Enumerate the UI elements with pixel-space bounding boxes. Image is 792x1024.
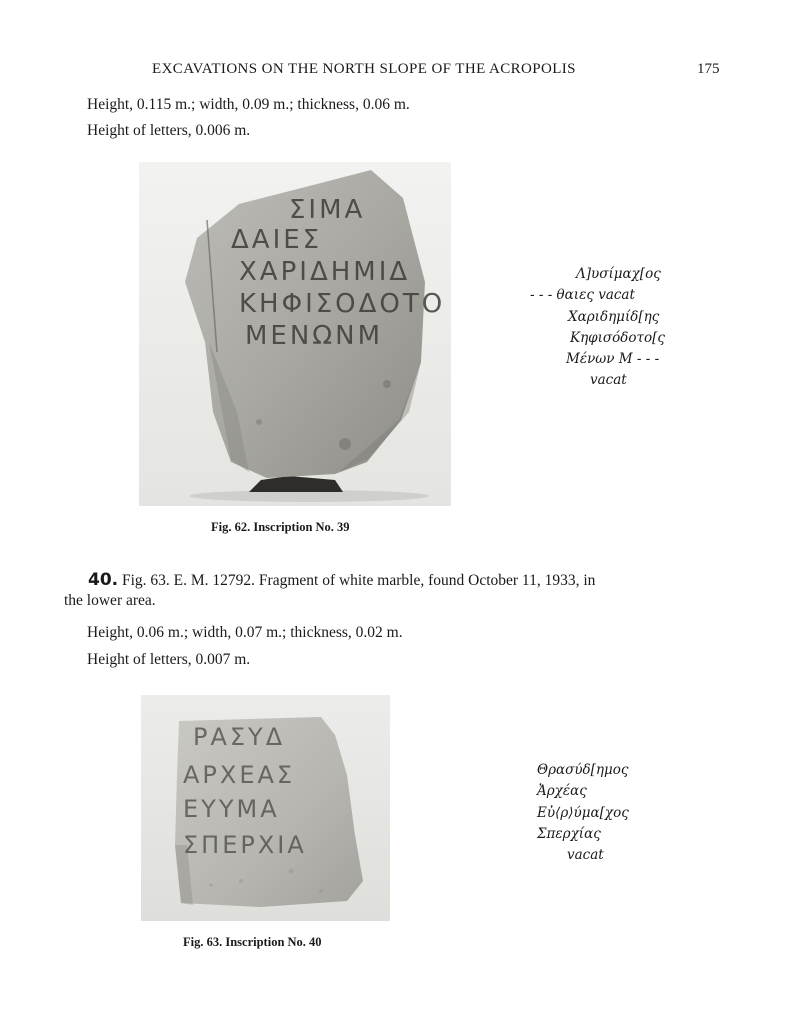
transcription-line-3: Χαριδημίδ[ης [568, 308, 660, 325]
inscription-40-dimensions: Height, 0.06 m.; width, 0.07 m.; thickness, 0.02 m. [87, 624, 403, 641]
inscription-39-transcription [530, 264, 680, 392]
page-number: 175 [697, 61, 720, 77]
inscription-40-transcription [537, 760, 667, 866]
photo-letters-line-2: ΔΑΙΕΣ [231, 225, 323, 255]
transcription40-line-2: Ἀρχέας [537, 783, 587, 800]
transcription-line-1: Λ]υσίμαχ[ος [576, 266, 661, 282]
inscription-40-description-line-2: the lower area. [64, 592, 156, 609]
transcription-line-6: vacat [590, 372, 627, 389]
figure-63-photo [141, 695, 390, 921]
transcription40-line-1: Θρασύδ[ημος [537, 762, 629, 778]
inscription-40-number: 40. [88, 570, 119, 590]
inscription-39-letter-height: Height of letters, 0.006 m. [87, 122, 251, 139]
photo-letters-line-3: ΧΑΡΙΔΗΜΙΔ [239, 257, 411, 287]
photo-letters-line-5: ΜΕΝΩΝΜ [245, 321, 384, 351]
photo63-letters-line-4: ΣΠΕΡΧΙΑ [183, 831, 307, 859]
figure-63-caption: Fig. 63. Inscription No. 40 [183, 935, 322, 949]
photo-letters-line-1: ΣΙΜΑ [289, 195, 366, 225]
figure-62-photo [139, 162, 451, 506]
inscription-40-letter-height: Height of letters, 0.007 m. [87, 651, 251, 668]
transcription40-line-5: vacat [567, 847, 604, 864]
figure-62-caption: Fig. 62. Inscription No. 39 [211, 520, 350, 534]
transcription-line-2: - - - θαιες vacat [530, 287, 635, 304]
photo63-letters-line-2: ΑΡΧΕΑΣ [183, 761, 296, 789]
transcription-line-5: Μένων Μ - - - [566, 351, 660, 368]
inscription-40-description-line-1: Fig. 63. E. M. 12792. Fragment of white marble, found October 11, 1933, in [122, 572, 596, 589]
photo63-letters-line-1: ΡΑΣΥΔ [193, 723, 286, 751]
photo-letters-line-4: ΚΗΦΙΣΟΔΟΤΟ [239, 289, 446, 319]
transcription-line-4: Κηφισόδοτο[ς [570, 329, 665, 346]
photo63-letters-line-3: ΕΥΥΜΑ [183, 795, 280, 823]
inscription-40-description [64, 570, 734, 611]
transcription40-line-4: Σπερχίας [537, 825, 601, 842]
inscription-39-dimensions: Height, 0.115 m.; width, 0.09 m.; thickness, 0.06 m. [87, 96, 410, 113]
running-title: EXCAVATIONS ON THE NORTH SLOPE OF THE ACROPOLIS [152, 61, 576, 77]
transcription40-line-3: Εὐ⟨ρ⟩ύμα[χος [537, 804, 629, 821]
